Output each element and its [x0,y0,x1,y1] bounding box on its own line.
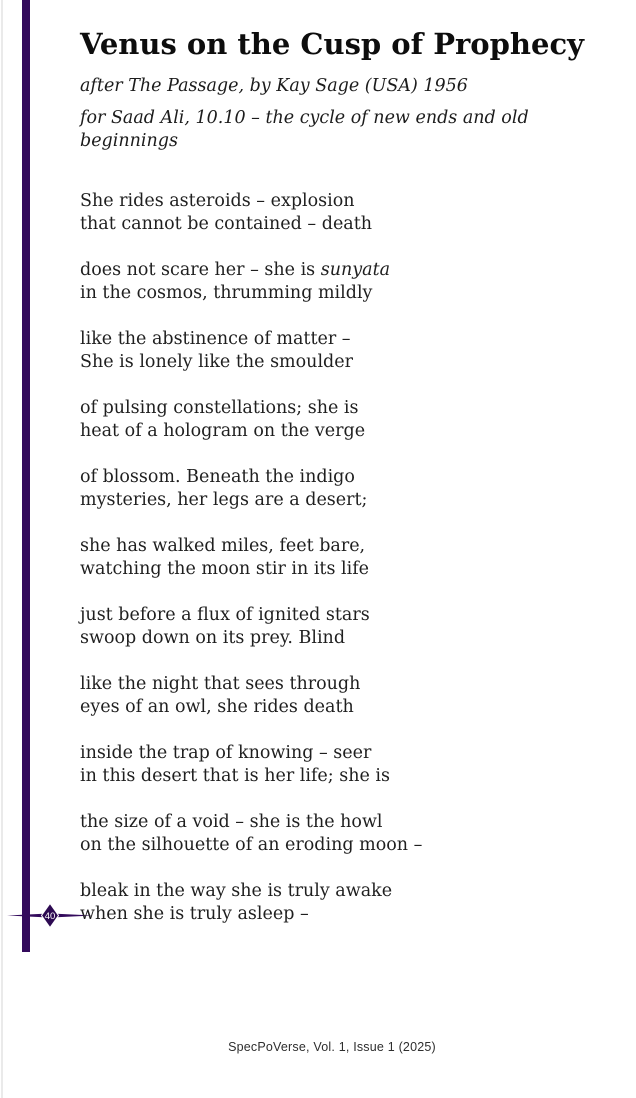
poem-line: eyes of an owl, she rides death [80,697,354,717]
stanza [80,535,610,581]
stanza [80,328,610,374]
poem-line: like the abstinence of matter – [80,329,351,349]
poem-line: she has walked miles, feet bare, [80,536,366,556]
poem-page-content [80,27,610,949]
stanza [80,397,610,443]
dedication-line-2: for Saad Ali, 10.10 – the cycle of new ends and old beginnings [80,108,529,151]
stanza [80,190,610,236]
poem-line: when she is truly asleep – [80,904,309,924]
stanza [80,466,610,512]
poem-line: She is lonely like the smoulder [80,352,353,372]
page-number: 40 [44,911,56,922]
poem-line: just before a flux of ignited stars [80,605,370,625]
marker-left-spike [7,914,46,918]
footer-text: SpecPoVerse, Vol. 1, Issue 1 (2025) [228,1040,436,1054]
poem-line: bleak in the way she is truly awake [80,881,393,901]
dedication-line-1: after The Passage, by Kay Sage (USA) 1956 [80,76,468,96]
poem-line: does not scare her – she is sunyata [80,260,391,280]
poem-line: swoop down on its prey. Blind [80,628,346,648]
poem-line: on the silhouette of an eroding moon – [80,835,423,855]
stanza [80,673,610,719]
poem-line: like the night that sees through [80,674,361,694]
poem-line: mysteries, her legs are a desert; [80,490,368,510]
poem-line: the size of a void – she is the howl [80,812,383,832]
poem-line: inside the trap of knowing – seer [80,743,372,763]
poem-line: in this desert that is her life; she is [80,766,390,786]
poem-line: that cannot be contained – death [80,214,373,234]
poem-line: watching the moon stir in its life [80,559,370,579]
left-accent-bar [22,0,30,952]
stanza [80,259,610,305]
poem-title: Venus on the Cusp of Prophecy [80,27,584,61]
poem-line: of pulsing constellations; she is [80,398,359,418]
poem-line: She rides asteroids – explosion [80,191,355,211]
poem-line: heat of a hologram on the verge [80,421,366,441]
poem-line: of blossom. Beneath the indigo [80,467,355,487]
poem-line: in the cosmos, thrumming mildly [80,283,373,303]
stanza [80,604,610,650]
stanza [80,880,610,926]
poem [80,190,610,926]
page-edge-line [1,0,3,1098]
stanza [80,742,610,788]
stanza [80,811,610,857]
